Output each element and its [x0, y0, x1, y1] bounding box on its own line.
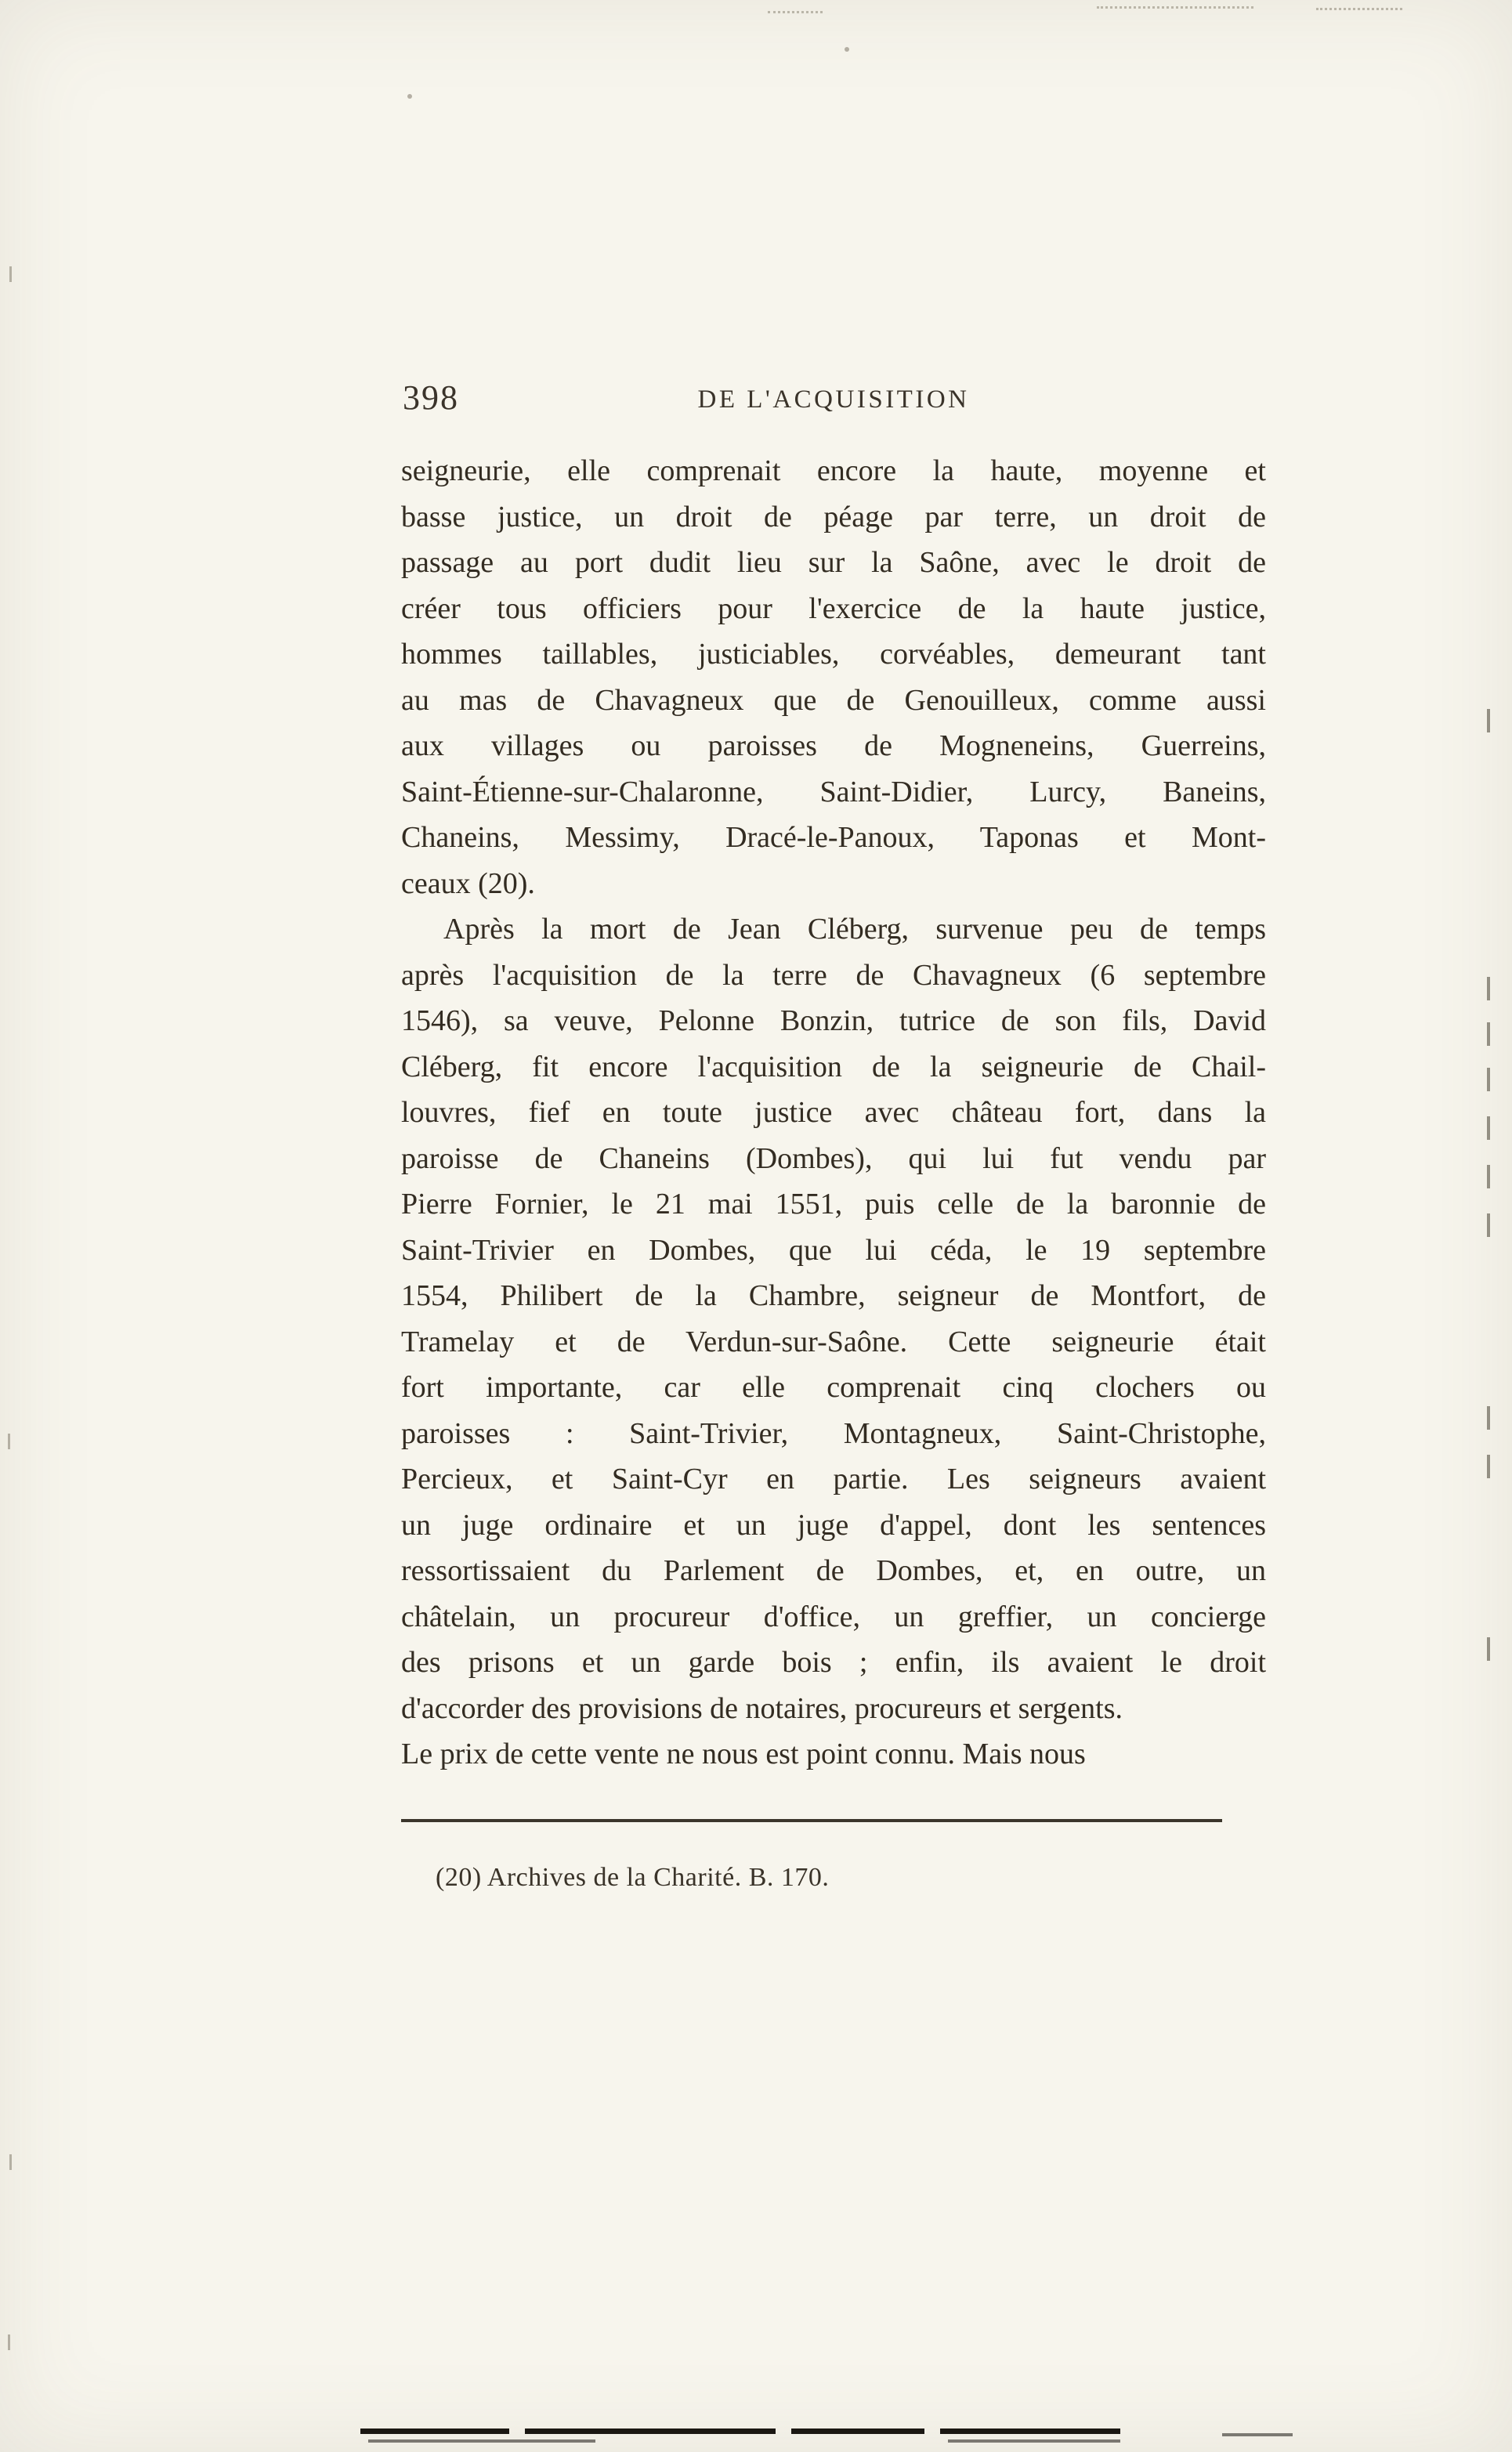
body-text	[401, 448, 1266, 1778]
text-line: ressortissaient du Parlement de Dombes, et, en outre, un	[401, 1554, 1266, 1587]
scan-artifact	[525, 2428, 776, 2434]
scan-artifact	[1487, 709, 1490, 732]
scan-artifact	[1487, 1022, 1490, 1046]
text-line: Saint-Trivier en Dombes, que lui céda, le 19 septembre	[401, 1233, 1266, 1267]
running-title: DE L'ACQUISITION	[697, 385, 970, 414]
text-line: Après la mort de Jean Cléberg, survenue peu de temps	[443, 913, 1266, 946]
scan-artifact	[360, 2428, 509, 2434]
text-line: d'accorder des provisions de notaires, procureurs et sergents.	[401, 1691, 1123, 1725]
text-line: châtelain, un procureur d'office, un greffier, un concierge	[401, 1600, 1266, 1633]
text-line: Cléberg, fit encore l'acquisition de la seigneurie de Chail-	[401, 1050, 1266, 1083]
text-line: hommes taillables, justiciables, corvéables, demeurant tant	[401, 638, 1266, 671]
scan-artifact	[1487, 1455, 1490, 1478]
scan-artifact	[948, 2439, 1120, 2443]
text-line: 1554, Philibert de la Chambre, seigneur de Montfort, de	[401, 1279, 1266, 1312]
text-line: passage au port dudit lieu sur la Saône, avec le droit de	[401, 546, 1266, 579]
scan-artifact	[1487, 1116, 1490, 1140]
scan-artifact	[1097, 6, 1253, 9]
scan-artifact	[1487, 977, 1490, 1000]
text-line: basse justice, un droit de péage par terre, un droit de	[401, 500, 1266, 533]
text-line: paroisses : Saint-Trivier, Montagneux, Saint-Christophe,	[401, 1416, 1266, 1450]
page-header	[401, 378, 1266, 421]
scan-artifact	[1222, 2433, 1293, 2436]
footnote-separator-rule	[401, 1819, 1222, 1822]
text-line: des prisons et un garde bois ; enfin, ils avaient le droit	[401, 1646, 1266, 1679]
text-line: créer tous officiers pour l'exercice de la haute justice,	[401, 591, 1266, 625]
text-line: louvres, fief en toute justice avec château fort, dans la	[401, 1096, 1266, 1129]
scan-artifact	[845, 47, 849, 52]
text-line: Percieux, et Saint-Cyr en partie. Les seigneurs avaient	[401, 1463, 1266, 1495]
scan-artifact	[8, 2334, 10, 2350]
scan-artifact	[1487, 1637, 1490, 1661]
scan-artifact	[8, 1434, 10, 1449]
text-line: Tramelay et de Verdun-sur-Saône. Cette seigneurie était	[401, 1325, 1266, 1358]
scan-artifact	[368, 2439, 595, 2443]
text-line: 1546), sa veuve, Pelonne Bonzin, tutrice de son fils, David	[401, 1004, 1266, 1037]
text-line: ceaux (20).	[401, 866, 535, 900]
text-line: Chaneins, Messimy, Dracé-le-Panoux, Taponas et Mont-	[401, 821, 1266, 854]
scan-artifact	[407, 94, 412, 99]
scan-artifact	[9, 266, 12, 282]
scan-artifact	[1487, 1068, 1490, 1091]
text-line: paroisse de Chaneins (Dombes), qui lui fut vendu par	[401, 1141, 1266, 1175]
text-line: Pierre Fornier, le 21 mai 1551, puis celle de la baronnie de	[401, 1188, 1266, 1221]
text-line: après l'acquisition de la terre de Chavagneux (6 septembre	[401, 958, 1266, 992]
text-line: un juge ordinaire et un juge d'appel, dont les sentences	[401, 1508, 1266, 1542]
text-line: au mas de Chavagneux que de Genouilleux, comme aussi	[401, 683, 1266, 717]
scan-artifact	[1487, 1406, 1490, 1430]
scan-artifact	[1316, 8, 1402, 10]
scan-artifact	[940, 2428, 1120, 2434]
scan-artifact	[9, 2154, 12, 2170]
text-line: Saint-Étienne-sur-Chalaronne, Saint-Didier, Lurcy, Baneins,	[401, 775, 1266, 808]
page-number: 398	[403, 378, 459, 417]
text-line: fort importante, car elle comprenait cinq clochers ou	[401, 1371, 1266, 1404]
scan-artifact	[1487, 1213, 1490, 1237]
text-line: aux villages ou paroisses de Mogneneins, Guerreins,	[401, 729, 1266, 762]
footnote: (20) Archives de la Charité. B. 170.	[436, 1863, 830, 1892]
scan-artifact	[1487, 1165, 1490, 1188]
text-line: Le prix de cette vente ne nous est point connu. Mais nous	[401, 1738, 1086, 1770]
scan-artifact	[791, 2428, 924, 2434]
scan-artifact	[768, 11, 823, 13]
text-line: seigneurie, elle comprenait encore la haute, moyenne et	[401, 454, 1266, 487]
